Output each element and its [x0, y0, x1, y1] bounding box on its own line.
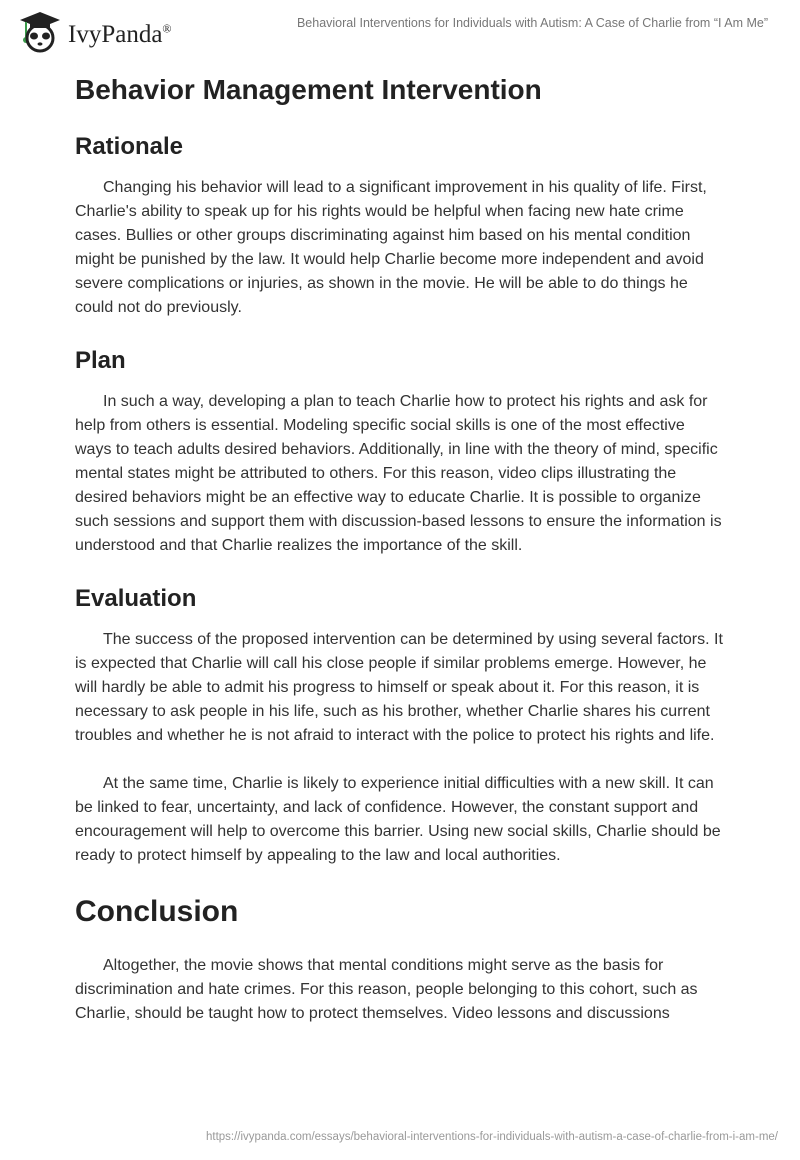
- evaluation-paragraph: The success of the proposed intervention can be determined by using several factors. It is expected that Charlie will call his close people if similar problems emerge. However, he will hardly be able to admit his progress to himself or speak about it. For this reason, it is necessary to ask people in his life, such as his brother, whether Charlie shares his current troubles and whether he is not afraid to interact with the police to protect his rights and life.: [75, 631, 723, 744]
- plan-paragraph: In such a way, developing a plan to teach Charlie how to protect his rights and ask for help from others is essential. Modeling specific social skills is one of the most effective ways to teach adults desired behaviors. Additionally, in line with the theory of mind, specific mental states might be attributed to others. For this reason, video clips illustrating the desired behaviors might be an effective way to educate Charlie. It is possible to organize such sessions and support them with discussion-based lessons to ensure the information is understood and that Charlie realizes the importance of the skill.: [75, 393, 722, 554]
- evaluation-paragraph: At the same time, Charlie is likely to experience initial difficulties with a new skill. It can be linked to fear, uncertainty, and lack of confidence. However, the constant support and encouragement will help to overcome this barrier. Using new social skills, Charlie should be ready to protect himself by appealing to the law and local authorities.: [75, 775, 721, 864]
- conclusion-heading: Conclusion: [75, 895, 239, 928]
- plan-heading: Plan: [75, 347, 126, 374]
- document-title: Behavioral Interventions for Individuals with Autism: A Case of Charlie from “I Am Me”: [296, 16, 768, 30]
- panda-graduate-icon: [18, 10, 62, 54]
- rationale-heading: Rationale: [75, 133, 184, 160]
- brand-name: IvyPanda: [68, 21, 163, 48]
- ivypanda-logo[interactable]: IvyPanda®: [18, 10, 172, 54]
- source-url[interactable]: https://ivypanda.com/essays/behavioral-interventions-for-individuals-with-autism-a-case-of-charlie-from-i-am-me/: [205, 1131, 778, 1143]
- main-heading: Behavior Management Intervention: [75, 74, 542, 105]
- rationale-paragraph: Changing his behavior will lead to a significant improvement in his quality of life. First, Charlie's ability to speak up for his rights would be helpful when facing new hate crime cases. Bullies or other groups discriminating against him based on his mental condition might be punished by the law. It would help Charlie become more independent and avoid severe complications or injuries, as shown in the movie. He will be able to do things he could not do previously.: [75, 179, 707, 316]
- conclusion-paragraph: Altogether, the movie shows that mental conditions might serve as the basis for discrimination and hate crimes. For this reason, people belonging to this cohort, such as Charlie, should be taught how to protect themselves. Video lessons and discussions: [75, 957, 698, 1022]
- page-header: [0, 0, 800, 60]
- document-body: [75, 70, 725, 1050]
- evaluation-heading: Evaluation: [75, 585, 197, 612]
